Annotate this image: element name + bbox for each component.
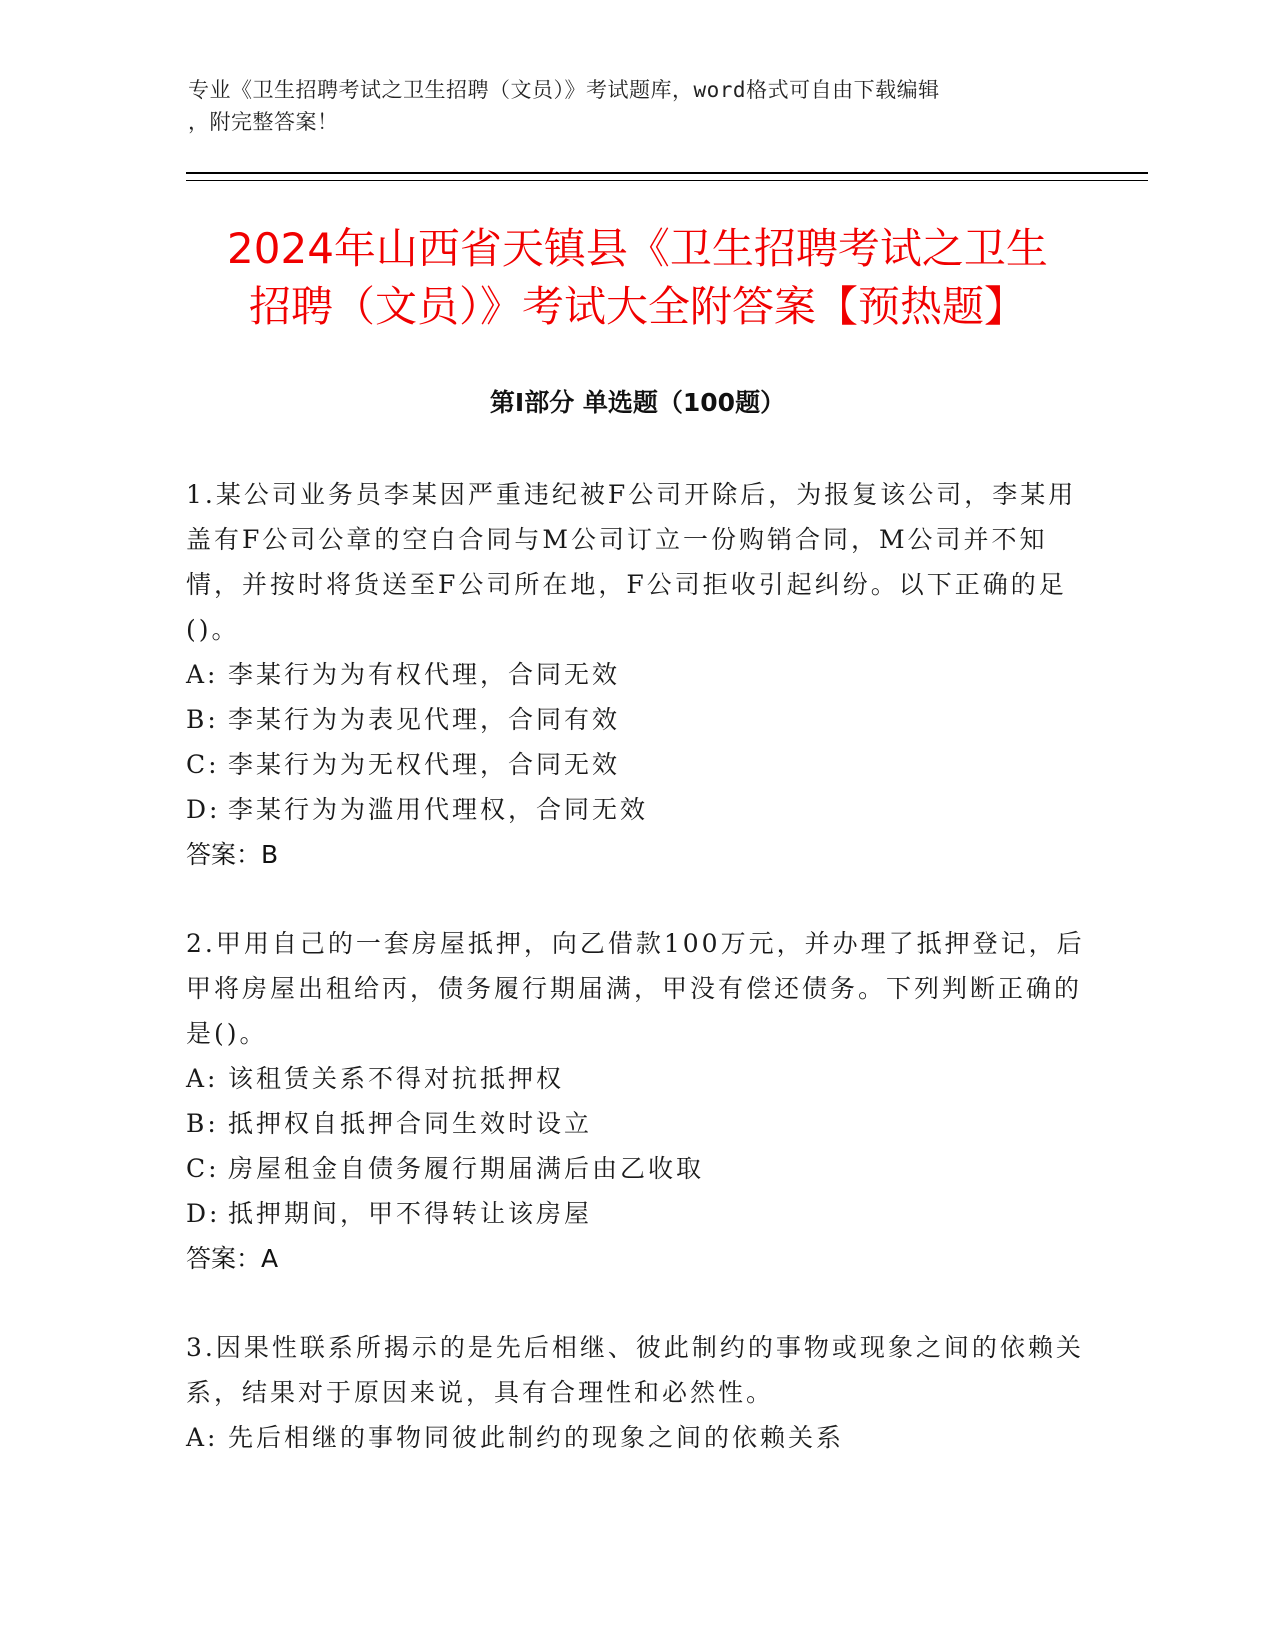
option-d [186,787,1086,832]
header-note-line2: ，附完整答案！ [188,110,339,134]
option-letter: C: [186,1154,220,1183]
document-title-line2: 招聘（文员）》考试大全附答案【预热题】 [248,282,1026,331]
answer-text: 答案：A [186,1244,279,1273]
option-letter: A: [186,1064,219,1093]
header-note [188,74,1088,138]
question-stem: 1.某公司业务员李某因严重违纪被F公司开除后，为报复该公司，李某用盖有F公司公章的空白合同与M公司订立一份购销合同，M公司并不知情，并按时将货送至F公司所在地，F公司拒收引起纠纷。以下正确的足()。 [186,480,1077,644]
document-title-line1: 2024年山西省天镇县《卫生招聘考试之卫生 [227,224,1048,273]
option-text: 李某行为为有权代理，合同无效 [228,660,621,689]
answer-text: 答案：B [186,840,279,869]
question-2 [186,921,1086,1281]
section-heading: 第Ⅰ部分 单选题（100题） [489,388,786,417]
option-d [186,1191,1086,1236]
question-1 [186,472,1086,877]
option-text: 抵押期间，甲不得转让该房屋 [228,1199,593,1228]
option-a [186,1056,1086,1101]
question-3 [186,1325,1086,1460]
option-letter: D: [186,1199,221,1228]
option-c [186,1146,1086,1191]
option-text: 房屋租金自债务履行期届满后由乙收取 [228,1154,705,1183]
option-text: 李某行为为表见代理，合同有效 [228,705,621,734]
question-stem: 3.因果性联系所揭示的是先后相继、彼此制约的事物或现象之间的依赖关系，结果对于原因来说，具有合理性和必然性。 [186,1333,1084,1407]
option-b [186,1101,1086,1146]
option-letter: B: [186,705,219,734]
option-a [186,1415,1086,1460]
question-list [186,472,1086,1504]
header-divider-thin [186,180,1148,181]
option-a [186,652,1086,697]
option-letter: B: [186,1109,219,1138]
option-text: 抵押权自抵押合同生效时设立 [228,1109,593,1138]
header-divider-thick [186,172,1148,174]
question-stem: 2.甲用自己的一套房屋抵押，向乙借款100万元，并办理了抵押登记，后甲将房屋出租给丙，债务履行期届满，甲没有偿还债务。下列判断正确的是()。 [186,929,1085,1048]
option-letter: C: [186,750,220,779]
option-text: 李某行为为滥用代理权，合同无效 [228,795,649,824]
option-text: 李某行为为无权代理，合同无效 [228,750,621,779]
option-text: 该租赁关系不得对抗抵押权 [228,1064,565,1093]
option-letter: D: [186,795,221,824]
option-letter: A: [186,1423,219,1452]
option-b [186,697,1086,742]
header-note-line1: 专业《卫生招聘考试之卫生招聘（文员）》考试题库，word格式可自由下载编辑 [188,78,940,102]
option-letter: A: [186,660,219,689]
document-title [150,220,1125,336]
option-text: 先后相继的事物同彼此制约的现象之间的依赖关系 [228,1423,845,1452]
option-c [186,742,1086,787]
